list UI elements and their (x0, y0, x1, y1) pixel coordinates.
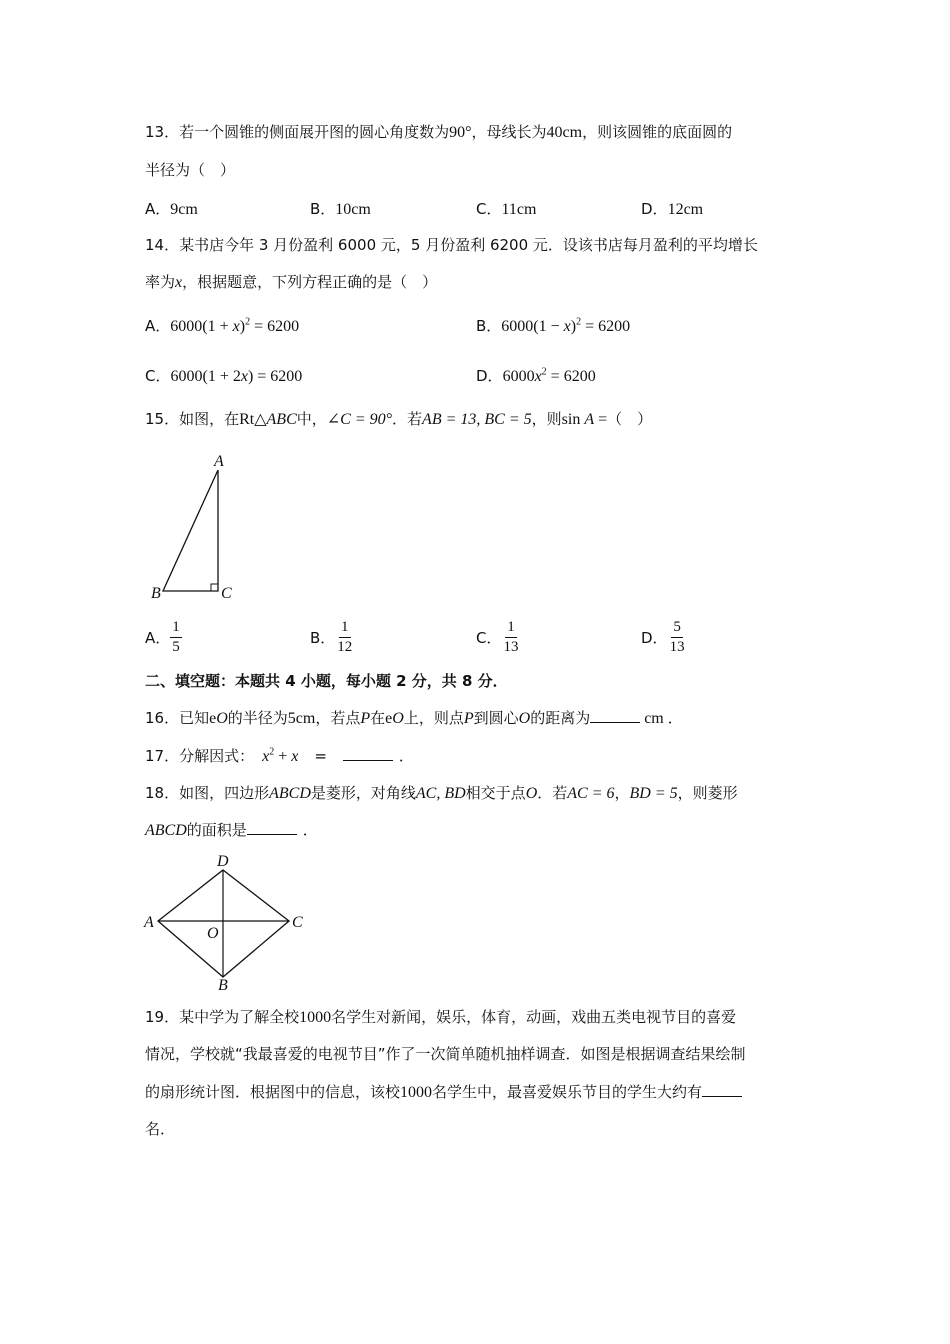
option-value: 9cm (170, 201, 198, 218)
q15-tri: ABC (266, 411, 297, 428)
option-fraction: $\frac{1}{13}$ (503, 619, 519, 655)
label-o: O (207, 925, 219, 942)
q13-text-a: 13．若一个圆锥的侧面展开图的圆心角度数为 (145, 123, 450, 141)
q15-option-c[interactable] (476, 618, 520, 657)
option-label: C． (476, 629, 502, 647)
q13-option-c[interactable] (476, 198, 536, 219)
option-label: A． (145, 317, 171, 335)
option-label: D． (641, 200, 668, 218)
option-value: 10cm (335, 201, 371, 218)
label-c: C (292, 914, 303, 931)
q19-line2: 情况，学校就“我最喜爱的电视节目”作了一次简单随机抽样调查．如图是根据调查结果绘制 (145, 1045, 746, 1063)
q15-given: AB = 13, BC = 5 (422, 411, 532, 428)
q16-answer-blank[interactable] (590, 708, 640, 723)
q14-option-b[interactable] (476, 315, 630, 336)
label-a: A (214, 453, 224, 470)
option-label: D． (476, 367, 503, 385)
option-expr: $6000x^2 = 6200$ (502, 366, 596, 385)
q15-text-c: ．若 (392, 410, 423, 428)
q15-option-d[interactable] (641, 618, 687, 657)
q16-radius: 5cm (287, 710, 316, 727)
q18-line1: 18．如图，四边形ABCD是菱形，对角线AC, BD相交于点O．若AC = 6，BD = 5，则菱形 (145, 784, 738, 802)
q15-option-b[interactable] (310, 618, 354, 657)
option-label: C． (145, 367, 171, 385)
triangle-abc (163, 470, 218, 591)
q19-line4: 名． (145, 1120, 176, 1138)
q15-text-a: 15．如图，在 (145, 410, 240, 428)
option-value: 11cm (501, 201, 537, 218)
option-fraction: $\frac{5}{13}$ (669, 619, 685, 655)
option-label: D． (641, 629, 668, 647)
q15-option-a[interactable] (145, 618, 182, 657)
q15-sin: sin (561, 411, 585, 428)
q15-text-e: （ ） (607, 410, 653, 428)
q16-line: 16．已知eO的半径为5cm，若点P在eO上，则点P到圆心O的距离为 cm ． (145, 709, 683, 727)
q19-line3: 的扇形统计图．根据图中的信息，该校1000名学生中，最喜爱娱乐节目的学生大约有 (145, 1081, 742, 1102)
option-expr: $6000(1 + x)^2 = 6200$ (170, 316, 300, 335)
q18-line2: ABCD的面积是 ． (145, 821, 318, 839)
circle-symbol: e (385, 710, 393, 727)
option-label: B． (310, 200, 336, 218)
option-label: A． (145, 629, 171, 647)
q14-option-a[interactable] (145, 315, 299, 336)
circle-symbol: e (209, 710, 217, 727)
q14-text-b: ，根据题意，下列方程正确的是（ ） (182, 273, 438, 291)
section-heading: 二、填空题：本题共 4 小题，每小题 2 分，共 8 分． (145, 672, 508, 690)
q13-line2: 半径为（ ） (145, 161, 236, 179)
q14-option-c[interactable] (145, 365, 302, 386)
q17-line: 17．分解因式： $x^2 + x$ = ． (145, 746, 414, 765)
q13-option-b[interactable] (310, 198, 371, 219)
q18-rhombus-figure (140, 850, 315, 995)
q14-line1: 14．某书店今年 3 月份盈利 6000 元，5 月份盈利 6200 元．设该书店每月盈利的平均增长 (145, 236, 758, 254)
q18-answer-blank[interactable] (247, 820, 297, 835)
option-value: 12cm (667, 201, 704, 218)
option-label: B． (476, 317, 502, 335)
option-expr: $6000(1 - x)^2 = 6200$ (501, 316, 631, 335)
option-fraction: $\frac{1}{12}$ (337, 619, 353, 655)
q13-angle: 90° (449, 124, 472, 141)
option-fraction: $\frac{1}{5}$ (172, 619, 180, 655)
q15-angle: ∠C = 90° (326, 411, 393, 428)
label-b: B (218, 977, 228, 994)
option-label: B． (310, 629, 336, 647)
option-expr: 6000(1 + 2x) = 6200 (170, 368, 303, 385)
q15-line (145, 408, 652, 429)
q14-line2 (145, 271, 437, 292)
q15-sin-eq: = (594, 411, 608, 428)
q13-option-d[interactable] (641, 198, 703, 219)
q17-answer-blank[interactable] (343, 746, 393, 761)
label-d: D (217, 853, 229, 870)
q14-option-d[interactable] (476, 365, 596, 386)
q15-text-d: ，则 (531, 410, 562, 428)
q19-line1: 19．某中学为了解全校1000名学生对新闻，娱乐，体育，动画，戏曲五类电视节目的喜爱 (145, 1008, 737, 1026)
q15-sin-var: A (584, 411, 595, 428)
label-a: A (144, 914, 154, 931)
q15-rt: Rt△ (239, 411, 267, 428)
q13-text-c: ，则该圆锥的底面圆的 (582, 123, 733, 141)
q15-triangle-figure (145, 448, 245, 603)
q14-text-a: 率为 (145, 273, 176, 291)
q13-option-a[interactable] (145, 198, 198, 219)
q15-text-b: 中， (296, 410, 327, 428)
option-label: C． (476, 200, 502, 218)
option-label: A． (145, 200, 171, 218)
q19-answer-blank[interactable] (702, 1082, 742, 1097)
q13-length: 40cm (546, 124, 583, 141)
right-angle-mark (211, 584, 218, 591)
q14-var: x (175, 274, 183, 291)
q13-text-b: ，母线长为 (471, 123, 547, 141)
label-c: C (221, 585, 232, 602)
q13-line1 (145, 121, 732, 142)
label-b: B (151, 585, 161, 602)
